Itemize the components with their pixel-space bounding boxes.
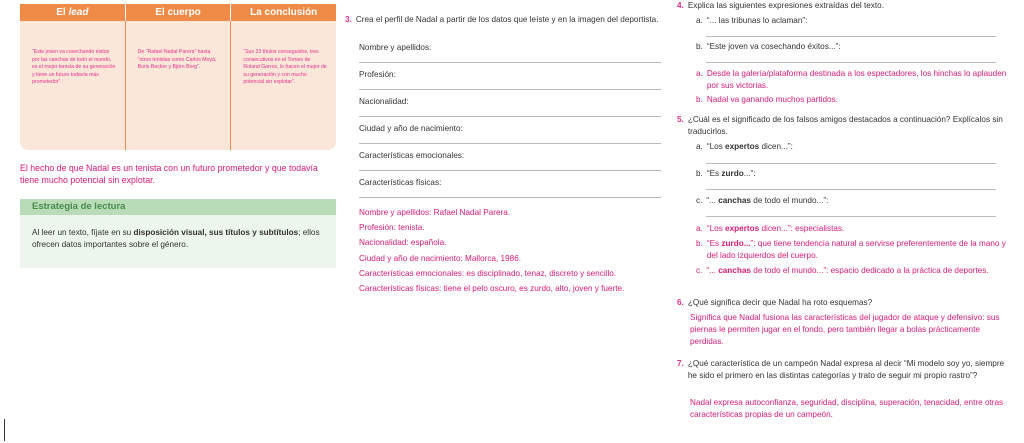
- strategy-text: Al leer un texto, fíjate en su disposición visual, sus títulos y subtítulos; ellos ofrecen datos importantes sobre el género.: [32, 228, 320, 249]
- table-row: [20, 21, 336, 150]
- table-header: [20, 4, 336, 21]
- header-body: El cuerpo: [126, 4, 232, 21]
- answer-line[interactable]: [359, 116, 661, 117]
- answer-line[interactable]: [706, 189, 996, 190]
- header-conclusion: La conclusión: [231, 4, 336, 21]
- q4-answer-b: b. Nadal va ganando muchos partidos.: [696, 95, 838, 104]
- q5-item-c: c. “... canchas de todo el mundo...”:: [696, 196, 829, 205]
- answer-line[interactable]: [706, 62, 996, 63]
- q5-answers: [696, 223, 1011, 277]
- question-7: 7. ¿Qué característica de un campeón Nadal expresa al decir “Mi modelo soy yo, siempre he sido el primero en las distintas categorías y trato de seguir mi propio rastro”?: [677, 359, 1005, 380]
- field-label-physical: Características físicas:: [359, 178, 442, 187]
- answer-birth: Ciudad y año de nacimiento: Mallorca, 1986.: [359, 253, 522, 263]
- answer-line[interactable]: [359, 143, 661, 144]
- answer-emotional: Características emocionales: es disciplinado, tenaz, discreto y sencillo.: [359, 268, 617, 278]
- answer-line[interactable]: [359, 89, 661, 90]
- header-lead: El lead: [20, 4, 126, 21]
- text-structure-table: [20, 4, 336, 150]
- question-3: 3. Crea el perfil de Nadal a partir de los datos que leíste y en la imagen del deportista.: [345, 15, 659, 24]
- field-label-emotional: Características emocionales:: [359, 151, 465, 160]
- margin-rule: [4, 419, 5, 441]
- cell-body: De “Rafael Nadal Parera” hasta “otros tenistas como Carlos Moyá, Boris Becker y Björn Borg”.: [126, 21, 232, 150]
- strategy-box: [20, 199, 336, 268]
- question-6: 6. ¿Qué significa decir que Nadal ha roto esquemas?: [677, 298, 873, 307]
- q5-item-b: b. “Es zurdo...”:: [696, 169, 756, 178]
- answer-physical: Características físicas: tiene el pelo oscuro, es zurdo, alto, joven y fuerte.: [359, 284, 625, 294]
- q5-answer-a: a. “Los expertos dicen...”: especialistas.: [696, 224, 845, 233]
- field-label-profession: Profesión:: [359, 70, 396, 79]
- q4-item-b: b. “Este joven va cosechando éxitos...”:: [696, 42, 841, 51]
- answer-line[interactable]: [359, 197, 661, 198]
- q6-answer: Significa que Nadal fusiona las características del jugador de ataque y defensivo: sus piernas le permiten jugar en el fondo, pero también llegar a bolas prácticamente perdidas.: [690, 313, 1000, 346]
- question-4: 4. Explica las siguientes expresiones extraídas del texto.: [677, 1, 884, 10]
- field-label-birth: Ciudad y año de nacimiento:: [359, 124, 463, 133]
- field-label-name: Nombre y apellidos:: [359, 43, 432, 52]
- answer-line[interactable]: [706, 36, 996, 37]
- answer-line[interactable]: [359, 62, 661, 63]
- answer-name: Nombre y apellidos: Rafael Nadal Parera.: [359, 208, 511, 217]
- profile-answers: [359, 205, 677, 296]
- question-5: 5. ¿Cuál es el significado de los falsos amigos destacados a continuación? Explícalos sin traducirlos.: [677, 115, 1003, 136]
- answer-nationality: Nacionalidad: española.: [359, 238, 447, 248]
- q5-item-a: a. “Los expertos dicen...”:: [696, 142, 793, 151]
- q4-item-a: a. “... las tribunas lo aclaman”:: [696, 16, 808, 25]
- answer-line[interactable]: [706, 216, 996, 217]
- left-answer: El hecho de que Nadal es un tenista con un futuro prometedor y que todavía tiene mucho potencial sin explotar.: [20, 163, 318, 185]
- cell-conclusion: “Sus 23 títulos conseguidos, tres consecutivos en el Torneo de Roland Garros, lo hacen el mejor de su generación y con mucho potencial sin explotar”.: [243, 49, 327, 85]
- q5-answer-c: c. “... canchas de todo el mundo...”: espacio dedicado a la práctica de deportes.: [696, 266, 989, 275]
- answer-line[interactable]: [359, 170, 661, 171]
- strategy-title: Estrategia de lectura: [20, 199, 336, 215]
- answer-profession: Profesión: tenista.: [359, 223, 425, 233]
- field-label-nationality: Nacionalidad:: [359, 97, 409, 106]
- q5-answer-b: b. “Es zurdo...”: que tiene tendencia natural a servirse preferentemente de la mano y del lado izquierdos del cuerpo.: [696, 239, 1006, 260]
- q4-answer-a: a. Desde la galería/plataforma destinada a los espectadores, los hinchas lo aplauden por sus victorias.: [696, 69, 1007, 90]
- answer-line[interactable]: [706, 163, 996, 164]
- q4-answers: [696, 68, 1011, 106]
- q7-answer: Nadal expresa autoconfianza, seguridad, disciplina, superación, tenacidad, entre otras características propias de un campeón.: [690, 398, 1004, 419]
- cell-lead: “Este joven va cosechando éxitos por las canchas de todo el mundo, es el mejor tenista de su generación y tiene un futuro todavía más prometedor”.: [20, 21, 126, 150]
